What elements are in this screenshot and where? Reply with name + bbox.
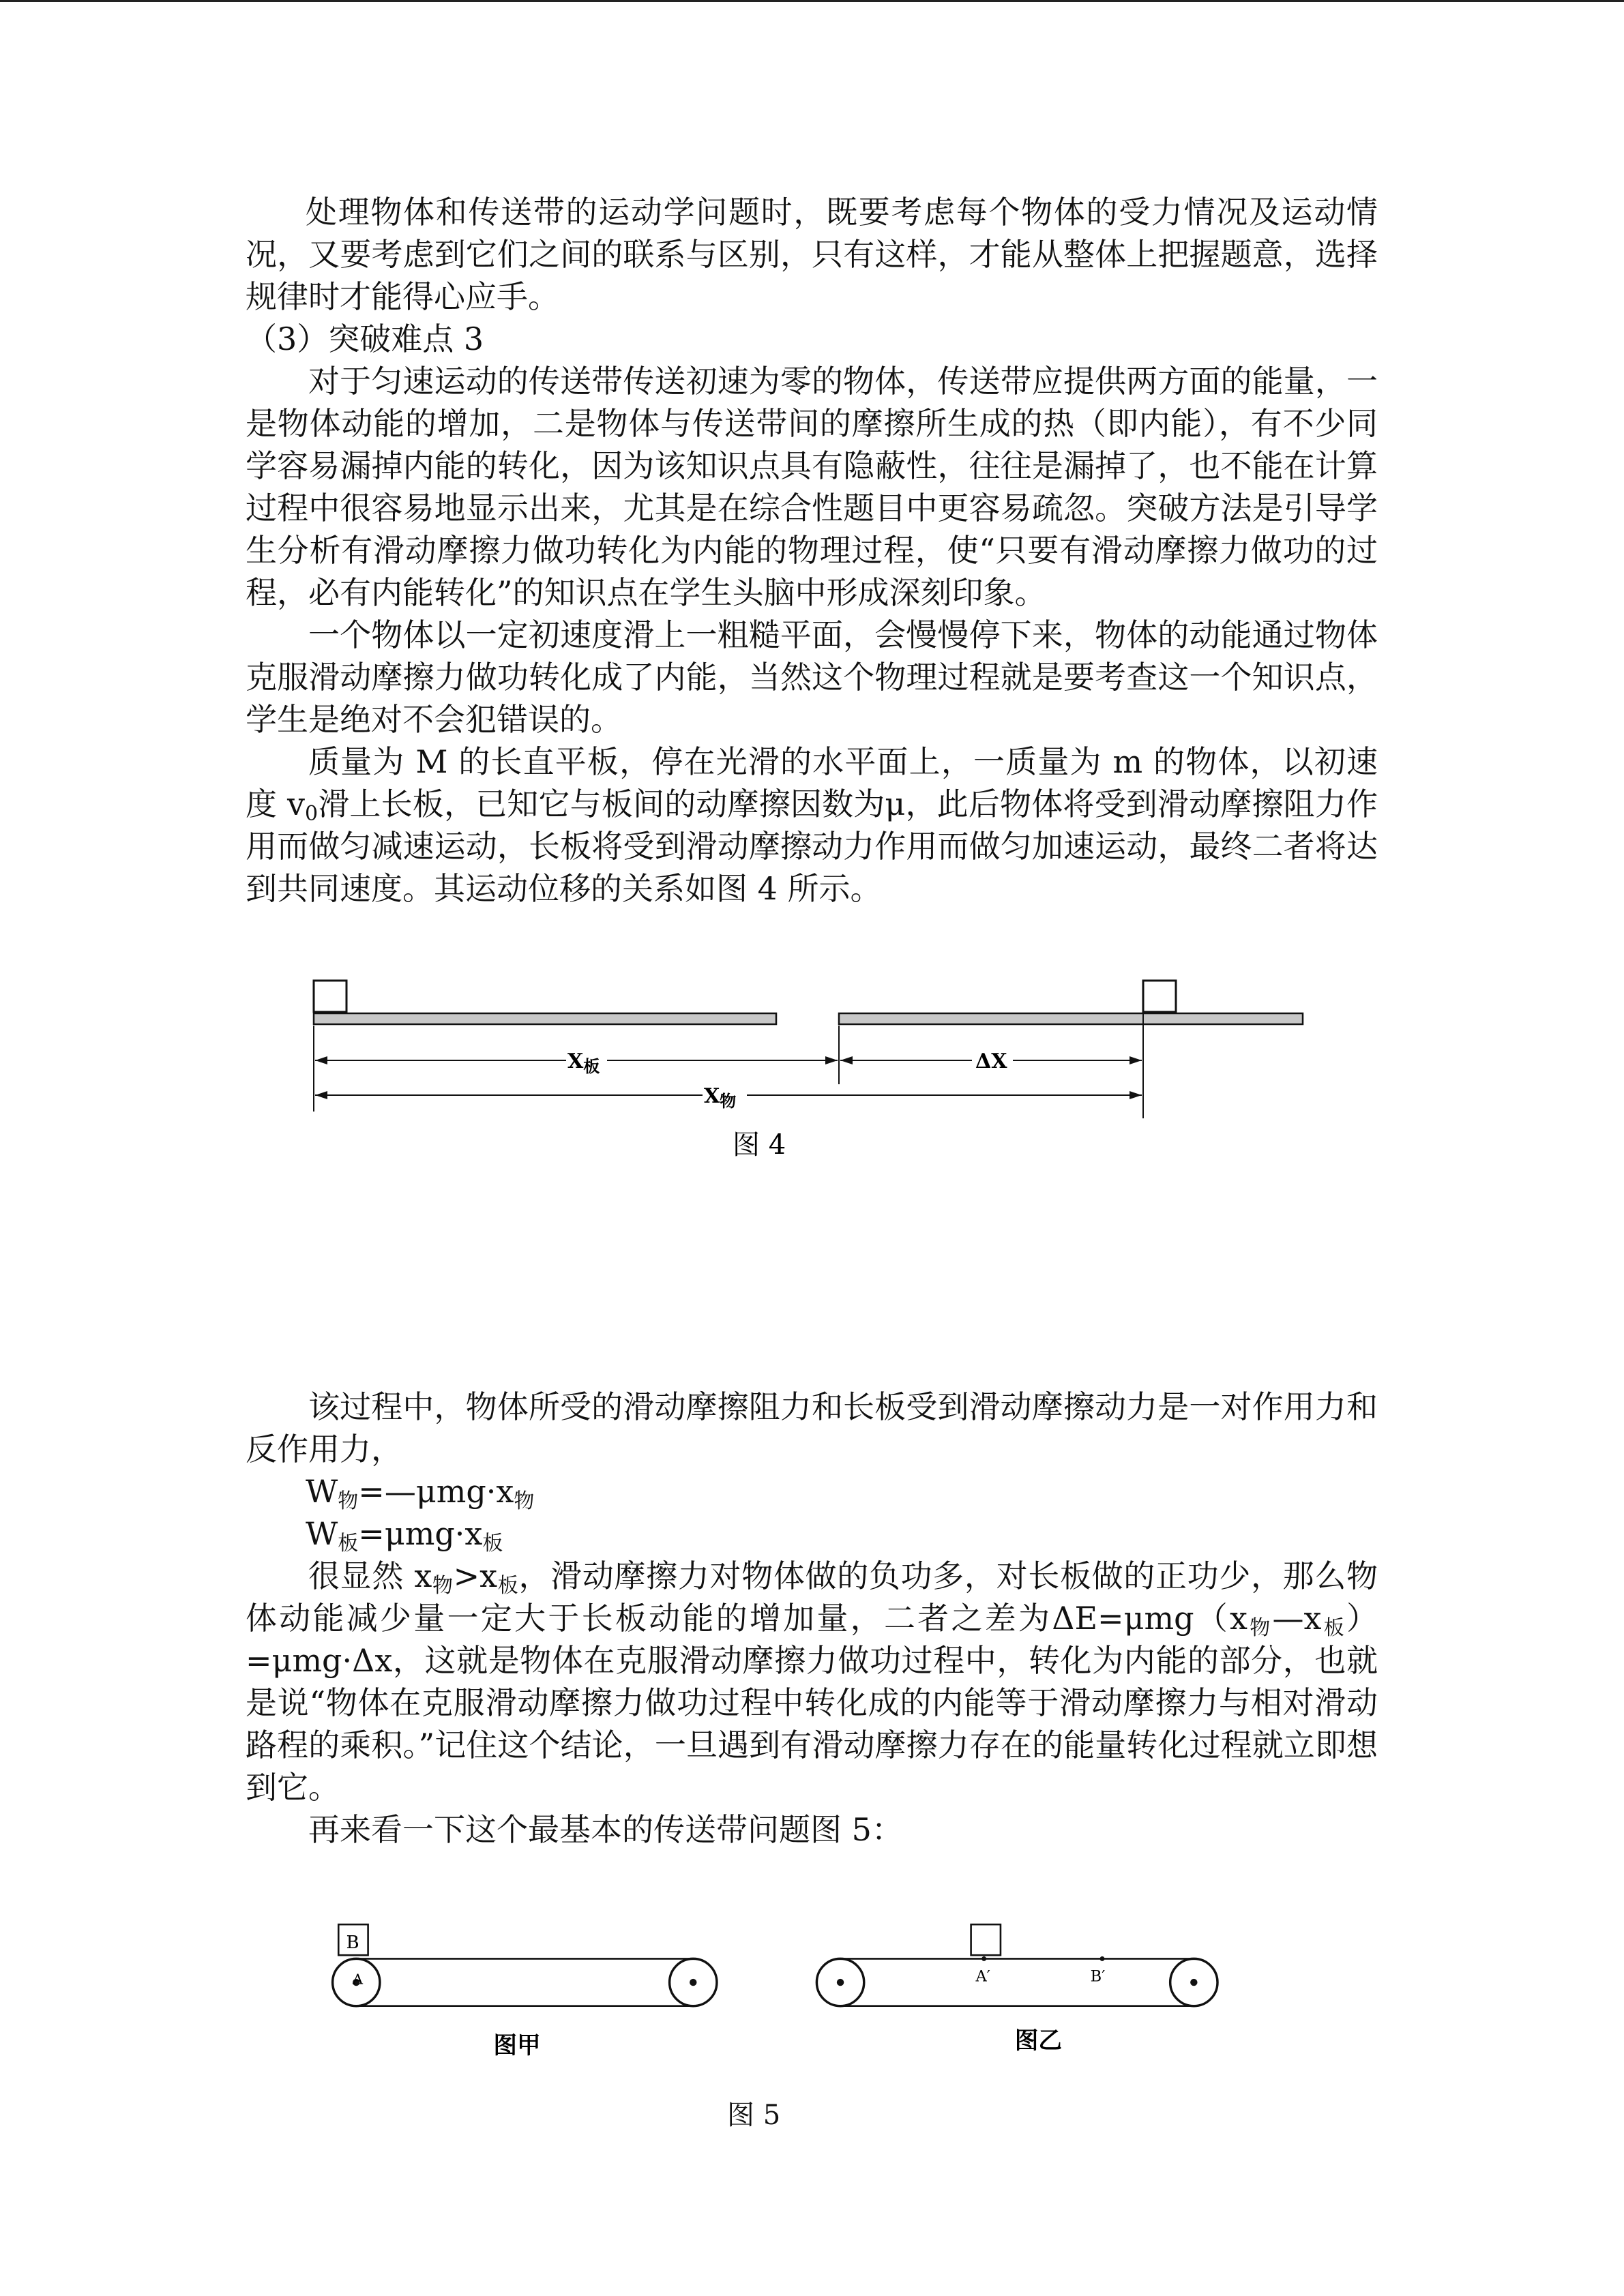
conveyor-right — [816, 1924, 1217, 2055]
text-block-top — [246, 191, 1378, 910]
label-x-board: $X_板$ — [567, 1049, 600, 1076]
conveyor-left — [333, 1924, 717, 2059]
figure-4-caption: 图 4 — [733, 1129, 786, 1161]
figure-5-diagram — [246, 1916, 1303, 2093]
block-right — [971, 1924, 1001, 1955]
figure-5-caption: 图 5 — [727, 2100, 781, 2131]
paragraph-action-reaction: 该过程中，物体所受的滑动摩擦阻力和长板受到滑动摩擦动力是一对作用力和反作用力， — [246, 1388, 1378, 1467]
paragraph-difficulty: 对于匀速运动的传送带传送初速为零的物体，传送带应提供两方面的能量，一是物体动能的增加，二是物体与传送带间的摩擦所生成的热（即内能），有不少同学容易漏掉内能的转化，因为该知识点具有隐蔽性，往往是漏掉了，也不能在计算过程中很容易地显示出来，尤其是在综合性题目中更容易疏忽。突破方法是引导学生分析有滑动摩擦力做功转化为内能的物理过程，使“只要有滑动摩擦力做功的过程，必有内能转化”的知识点在学生头脑中形成深刻印象。 — [246, 363, 1378, 611]
section-heading: （3）突破难点 3 — [246, 320, 484, 357]
board-start — [314, 1013, 776, 1024]
figure-4-diagram — [300, 975, 1310, 1180]
paragraph-rough-plane: 一个物体以一定初速度滑上一粗糙平面，会慢慢停下来，物体的动能通过物体克服滑动摩擦力做功转化成了内能，当然这个物理过程就是要考查这一个知识点，学生是绝对不会犯错误的。 — [246, 616, 1378, 738]
formula-work-object: $W_物=—\mu mg\cdot x_物$ — [306, 1473, 535, 1513]
svg-text:A: A — [353, 1971, 364, 1988]
block-start — [314, 981, 346, 1012]
board-end — [839, 1013, 1303, 1024]
paragraph-mass-board: 质量为 M 的长直平板，停在光滑的水平面上，一质量为 m 的物体，以初速度 $v_0$滑上长板，已知它与板间的动摩擦因数为μ，此后物体将受到滑动摩擦阻力作用而做匀减速运动，长板将受到滑动摩擦动力作用而做匀加速运动，最终二者将达到共同速度。其运动位移的关系如图 4 所示。 — [246, 743, 1378, 907]
paragraph-conclusion: 很显然 $x_物>x_板$，滑动摩擦力对物体做的负功多，对长板做的正功少，那么物体动能减少量一定大于长板动能的增加量，二者之差为$\Delta E=\mu mg(x_物—x_板)=\mu mg\cdot\Delta x$，这就是物体在克服滑动摩擦力做功过程中，转化为内能的部分，也就是说“物体在克服滑动摩擦力做功过程中转化成的内能等于滑动摩擦力与相对滑动路程的乘积。”记住这个结论，一旦遇到有滑动摩擦力存在的能量转化过程就立即想到它。 — [246, 1557, 1378, 1806]
page-top-rule — [0, 0, 1624, 2]
svg-text:A′: A′ — [975, 1967, 990, 1986]
paragraph-figure-5-intro: 再来看一下这个最基本的传送带问题图 5： — [308, 1811, 903, 1848]
svg-text:B′: B′ — [1090, 1967, 1106, 1986]
figure-5-right-title: 图乙 — [1014, 2027, 1063, 2055]
text-block-bottom — [246, 1386, 1378, 1851]
label-x-object: $X_物$ — [704, 1084, 737, 1111]
svg-text:B: B — [346, 1932, 359, 1953]
block-end — [1143, 981, 1176, 1012]
paragraph-intro: 处理物体和传送带的运动学问题时，既要考虑每个物体的受力情况及运动情况，又要考虑到它们之间的联系与区别，只有这样，才能从整体上把握题意，选择规律时才能得心应手。 — [246, 194, 1378, 315]
label-delta-x: ΔX — [975, 1049, 1007, 1073]
figure-5-left-title: 图甲 — [493, 2031, 541, 2060]
formula-work-board: $W_板=\mu mg\cdot x_板$ — [306, 1515, 503, 1555]
